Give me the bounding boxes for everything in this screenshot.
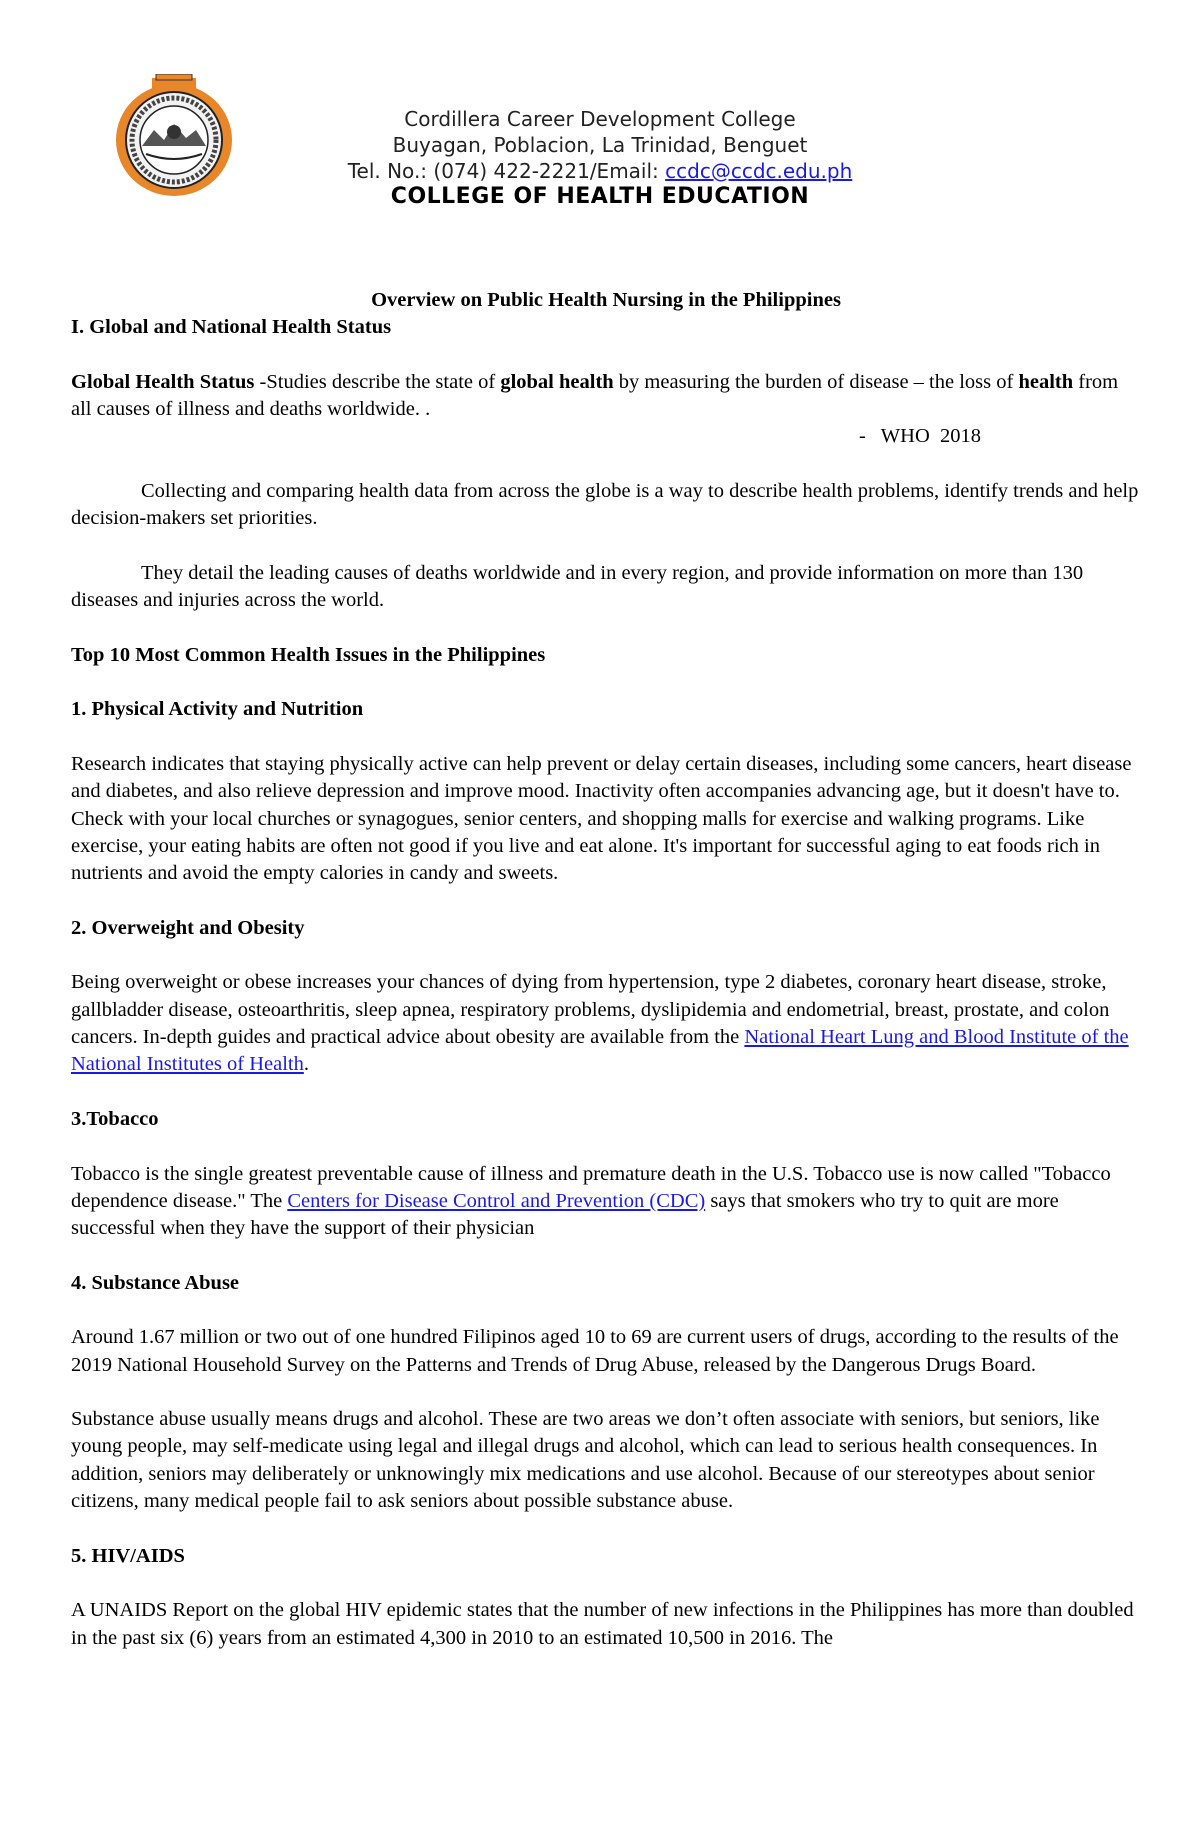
global-label: Global Health Status bbox=[71, 370, 255, 393]
issue1-text: Research indicates that staying physically active can help prevent or delay certain diseases, including some cancers, heart disease and diabetes, and also relieve depression and improve mood. Inactivity often accompanies advancing age, but it doesn't have to. Check with your local churches or synagogues, senior centers, and shopping malls for exercise and walking programs. Like exercise, your eating habits are often not good if you live and eat alone. It's important for successful aging to eat foods rich in nutrients and avoid the empty calories in candy and sweets. bbox=[71, 753, 1132, 885]
document-body bbox=[71, 287, 1141, 1652]
issue3-heading: 3.Tobacco bbox=[71, 1107, 159, 1130]
college-address: Buyagan, Poblacion, La Trinidad, Benguet bbox=[392, 133, 808, 157]
issue3-paragraph: Tobacco is the single greatest preventable cause of illness and premature death in the U.S. Tobacco use is now called "Tobacco dependence disease." The Centers for Disease Control and Prevention (CDC) says that smokers who try to quit are more successful when they have the support of their physician bbox=[71, 1162, 1111, 1240]
issue1-heading: 1. Physical Activity and Nutrition bbox=[71, 698, 364, 721]
issue5-text: A UNAIDS Report on the global HIV epidemic states that the number of new infections in the Philippines has more than doubled in the past six (6) years from an estimated 4,300 in 2010 to an estimated 10,500 in 2016. The bbox=[71, 1599, 1134, 1649]
paragraph-detail: They detail the leading causes of deaths worldwide and in every region, and provide information on more than 130 diseases and injuries across the world. bbox=[71, 561, 1084, 612]
email-link[interactable]: ccdc@ccdc.edu.ph bbox=[665, 159, 853, 183]
department-title: COLLEGE OF HEALTH EDUCATION bbox=[390, 184, 810, 209]
college-name: Cordillera Career Development College bbox=[404, 107, 796, 131]
issue4-heading: 4. Substance Abuse bbox=[71, 1271, 240, 1294]
top10-heading: Top 10 Most Common Health Issues in the Philippines bbox=[71, 643, 546, 666]
issue2-heading: 2. Overweight and Obesity bbox=[71, 916, 305, 939]
college-seal-logo bbox=[112, 74, 237, 199]
nhlbi-link[interactable]: National Heart Lung and Blood Institute of the National Institutes of Health bbox=[71, 1026, 1129, 1076]
college-contact bbox=[250, 158, 950, 184]
issue4-text-2: Substance abuse usually means drugs and alcohol. These are two areas we don’t often associate with seniors, but seniors, like young people, may self-medicate using legal and illegal drugs and alcohol, which can lead to serious health consequences. In addition, seniors may deliberately or unknowingly mix medications and use alcohol. Because of our stereotypes about senior citizens, many medical people fail to ask seniors about possible substance abuse. bbox=[71, 1408, 1100, 1513]
issue2-paragraph: Being overweight or obese increases your chances of dying from hypertension, type 2 diabetes, coronary heart disease, stroke, gallbladder disease, osteoarthritis, sleep apnea, respiratory problems, dyslipidemia and endometrial, breast, prostate, and colon cancers. In-depth guides and practical advice about obesity are available from the National Heart Lung and Blood Institute of the National Institutes of Health. bbox=[71, 971, 1129, 1076]
issue4-text-1: Around 1.67 million or two out of one hundred Filipinos aged 10 to 69 are current users of drugs, according to the results of the 2019 National Household Survey on the Patterns and Trends of Drug Abuse, released by the Dangerous Drugs Board. bbox=[71, 1326, 1119, 1376]
contact-text: Tel. No.: (074) 422-2221/Email: bbox=[347, 159, 666, 183]
paragraph-collecting: Collecting and comparing health data from across the globe is a way to describe health problems, identify trends and help decision-makers set priorities. bbox=[71, 480, 1139, 530]
document-title: Overview on Public Health Nursing in the Philippines bbox=[371, 289, 841, 311]
global-health-paragraph: Global Health Status -Studies describe the state of global health by measuring the burden of disease – the loss of health from all causes of illness and deaths worldwide. . bbox=[71, 370, 1119, 421]
issue5-heading: 5. HIV/AIDS bbox=[71, 1544, 185, 1567]
who-citation: - WHO 2018 bbox=[858, 425, 981, 448]
cdc-link[interactable]: Centers for Disease Control and Prevention (CDC) bbox=[287, 1189, 706, 1212]
section-heading: I. Global and National Health Status bbox=[71, 316, 392, 339]
